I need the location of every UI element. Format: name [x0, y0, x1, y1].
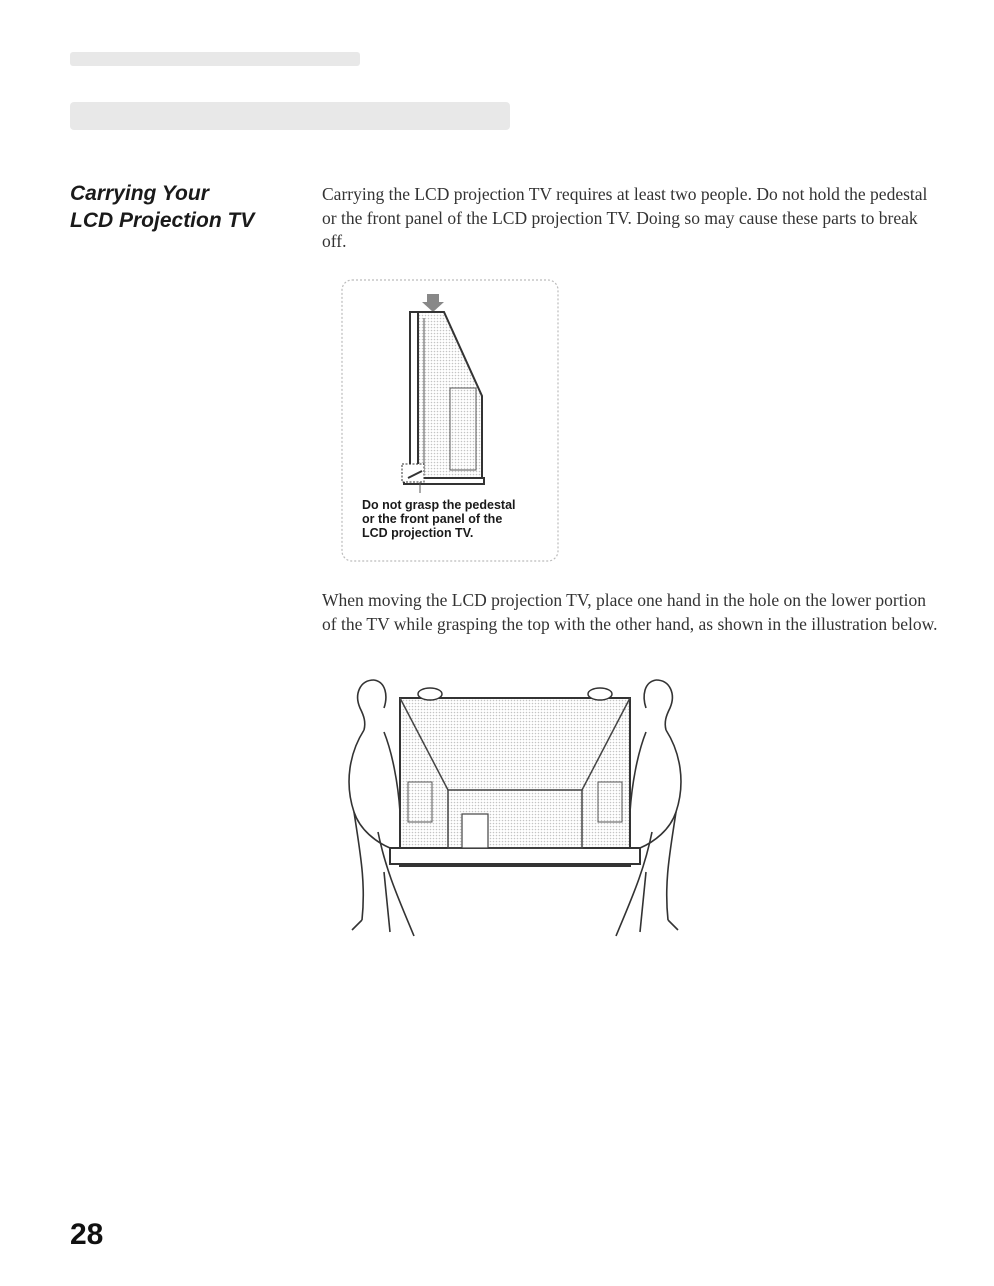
two-people-carrying-tv-illustration [330, 672, 700, 944]
page-number: 28 [70, 1218, 104, 1251]
down-arrow-icon [422, 294, 444, 312]
paragraph-moving-instructions: When moving the LCD projection TV, place one hand in the hole on the lower portion of the TV while grasping the top with the other hand, as shown in the illustration below. [322, 590, 938, 634]
heading-line-2: LCD Projection TV [70, 209, 255, 232]
heading-line-1: Carrying Your [70, 182, 209, 205]
paragraph-carrying-warning: Carrying the LCD projection TV requires at least two people. Do not hold the pedestal or the front panel of the LCD projection TV. Doing so may cause these parts to break off. [322, 184, 928, 251]
caption-line-2: or the front panel of the [362, 512, 503, 526]
figure-caption [362, 498, 516, 540]
section-heading [70, 180, 300, 234]
caption-line-3: LCD projection TV. [362, 526, 474, 540]
figure-pedestal-warning [340, 278, 560, 563]
caption-line-1: Do not grasp the pedestal [362, 498, 516, 512]
faded-running-header [70, 40, 770, 140]
